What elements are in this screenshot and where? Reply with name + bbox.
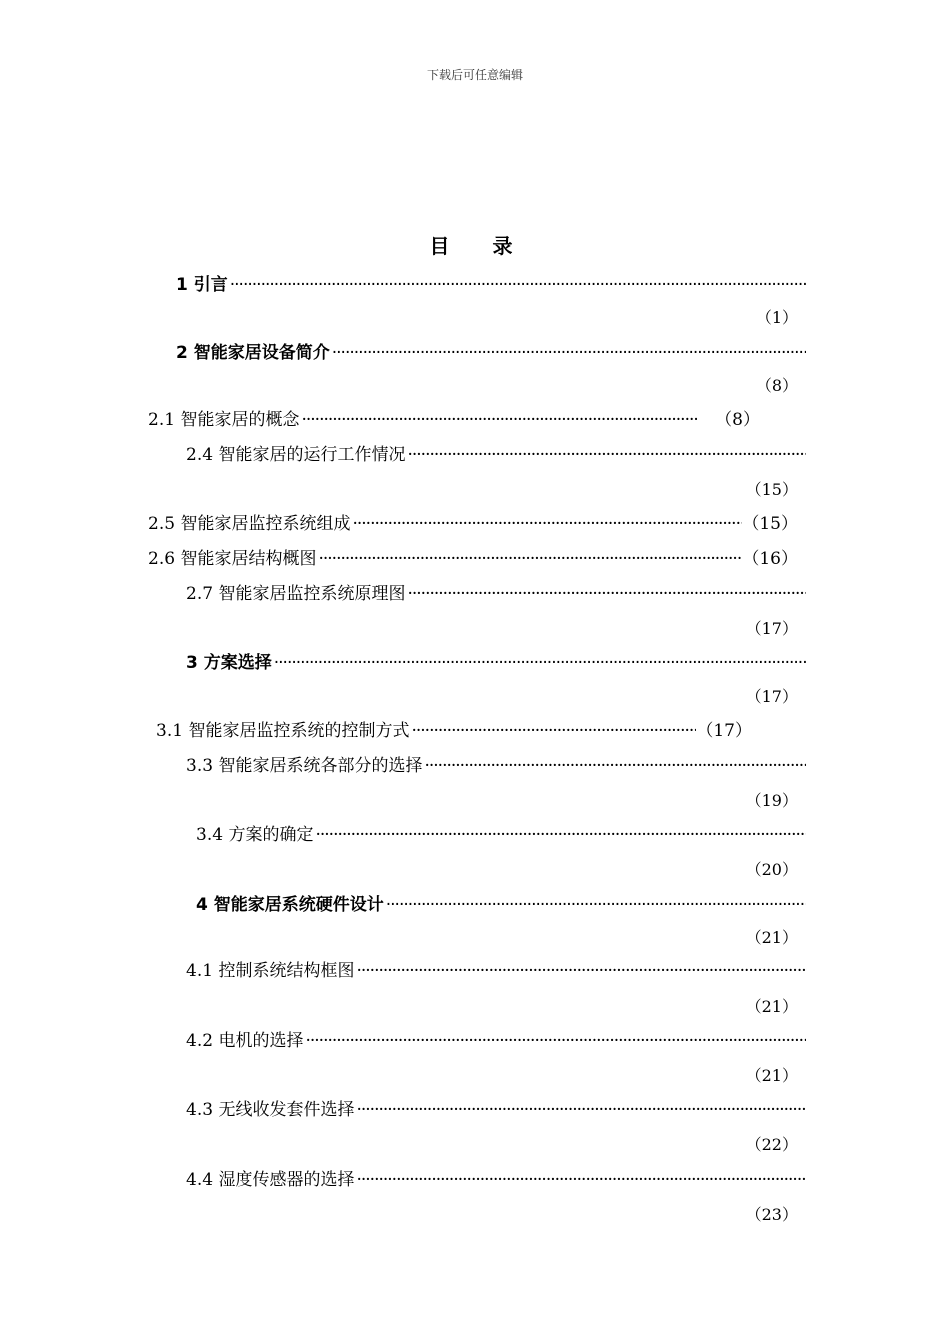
toc-entry-3-4[interactable] xyxy=(196,822,806,848)
toc-page-2-4: （15） xyxy=(745,480,798,499)
toc-label: 1 引言 xyxy=(176,275,228,295)
toc-page-2-7: （17） xyxy=(745,619,798,638)
leader-dots xyxy=(318,546,742,572)
toc-page-3: （17） xyxy=(745,687,798,706)
leader-dots xyxy=(305,1028,806,1054)
toc-page-2: （8） xyxy=(755,376,798,395)
leader-dots xyxy=(301,407,697,433)
toc-page-4: （21） xyxy=(745,928,798,947)
toc-page-3-4: （20） xyxy=(745,860,798,879)
toc-entry-4-4[interactable] xyxy=(186,1167,806,1193)
toc-entry-2-1[interactable] xyxy=(148,407,760,433)
toc-label: 3 方案选择 xyxy=(186,653,272,673)
toc-title: 目 录 xyxy=(429,234,531,258)
leader-dots xyxy=(407,442,806,468)
leader-dots xyxy=(356,1167,806,1193)
toc-entry-2[interactable] xyxy=(176,340,806,366)
toc-label: 2.6 智能家居结构概图 xyxy=(148,549,317,569)
leader-dots xyxy=(407,581,806,607)
toc-entry-4[interactable] xyxy=(196,892,806,918)
toc-page: （8） xyxy=(715,410,760,430)
toc-entry-2-4[interactable] xyxy=(186,442,806,468)
toc-entry-3[interactable] xyxy=(186,650,806,676)
toc-page: （17） xyxy=(696,721,752,741)
leader-dots xyxy=(274,650,806,676)
toc-page: （16） xyxy=(742,549,798,569)
leader-dots xyxy=(411,718,696,744)
toc-label: 3.1 智能家居监控系统的控制方式 xyxy=(156,721,410,741)
toc-entry-2-7[interactable] xyxy=(186,581,806,607)
leader-dots xyxy=(424,753,806,779)
toc-label: 3.3 智能家居系统各部分的选择 xyxy=(186,756,423,776)
toc-entry-3-1[interactable] xyxy=(156,718,752,744)
toc-label: 2.4 智能家居的运行工作情况 xyxy=(186,445,406,465)
toc-label: 3.4 方案的确定 xyxy=(196,825,314,845)
leader-dots xyxy=(386,892,806,918)
toc-page-4-2: （21） xyxy=(745,1066,798,1085)
leader-dots xyxy=(332,340,806,366)
toc-entry-4-3[interactable] xyxy=(186,1097,806,1123)
toc-entry-2-6[interactable] xyxy=(148,546,798,572)
toc-label: 2 智能家居设备简介 xyxy=(176,343,330,363)
leader-dots xyxy=(230,272,806,298)
toc-entry-1[interactable] xyxy=(176,272,806,298)
toc-page-4-3: （22） xyxy=(745,1135,798,1154)
toc-page-4-4: （23） xyxy=(745,1205,798,1224)
toc-label: 4.3 无线收发套件选择 xyxy=(186,1100,355,1120)
toc-label: 4 智能家居系统硬件设计 xyxy=(196,895,384,915)
toc-label: 4.1 控制系统结构框图 xyxy=(186,961,355,981)
leader-dots xyxy=(356,1097,806,1123)
toc-page: （15） xyxy=(742,514,798,534)
leader-dots xyxy=(356,958,806,984)
toc-label: 2.1 智能家居的概念 xyxy=(148,410,300,430)
toc-entry-4-2[interactable] xyxy=(186,1028,806,1054)
toc-label: 4.4 湿度传感器的选择 xyxy=(186,1170,355,1190)
toc-page-4-1: （21） xyxy=(745,997,798,1016)
toc-label: 2.7 智能家居监控系统原理图 xyxy=(186,584,406,604)
toc-page-1: （1） xyxy=(755,308,798,327)
toc-label: 4.2 电机的选择 xyxy=(186,1031,304,1051)
toc-entry-2-5[interactable] xyxy=(148,511,798,537)
page-header: 下载后可任意编辑 xyxy=(426,68,523,82)
leader-dots xyxy=(315,822,806,848)
toc-entry-3-3[interactable] xyxy=(186,753,806,779)
leader-dots xyxy=(352,511,742,537)
toc-label: 2.5 智能家居监控系统组成 xyxy=(148,514,351,534)
toc-page-3-3: （19） xyxy=(745,791,798,810)
toc-entry-4-1[interactable] xyxy=(186,958,806,984)
